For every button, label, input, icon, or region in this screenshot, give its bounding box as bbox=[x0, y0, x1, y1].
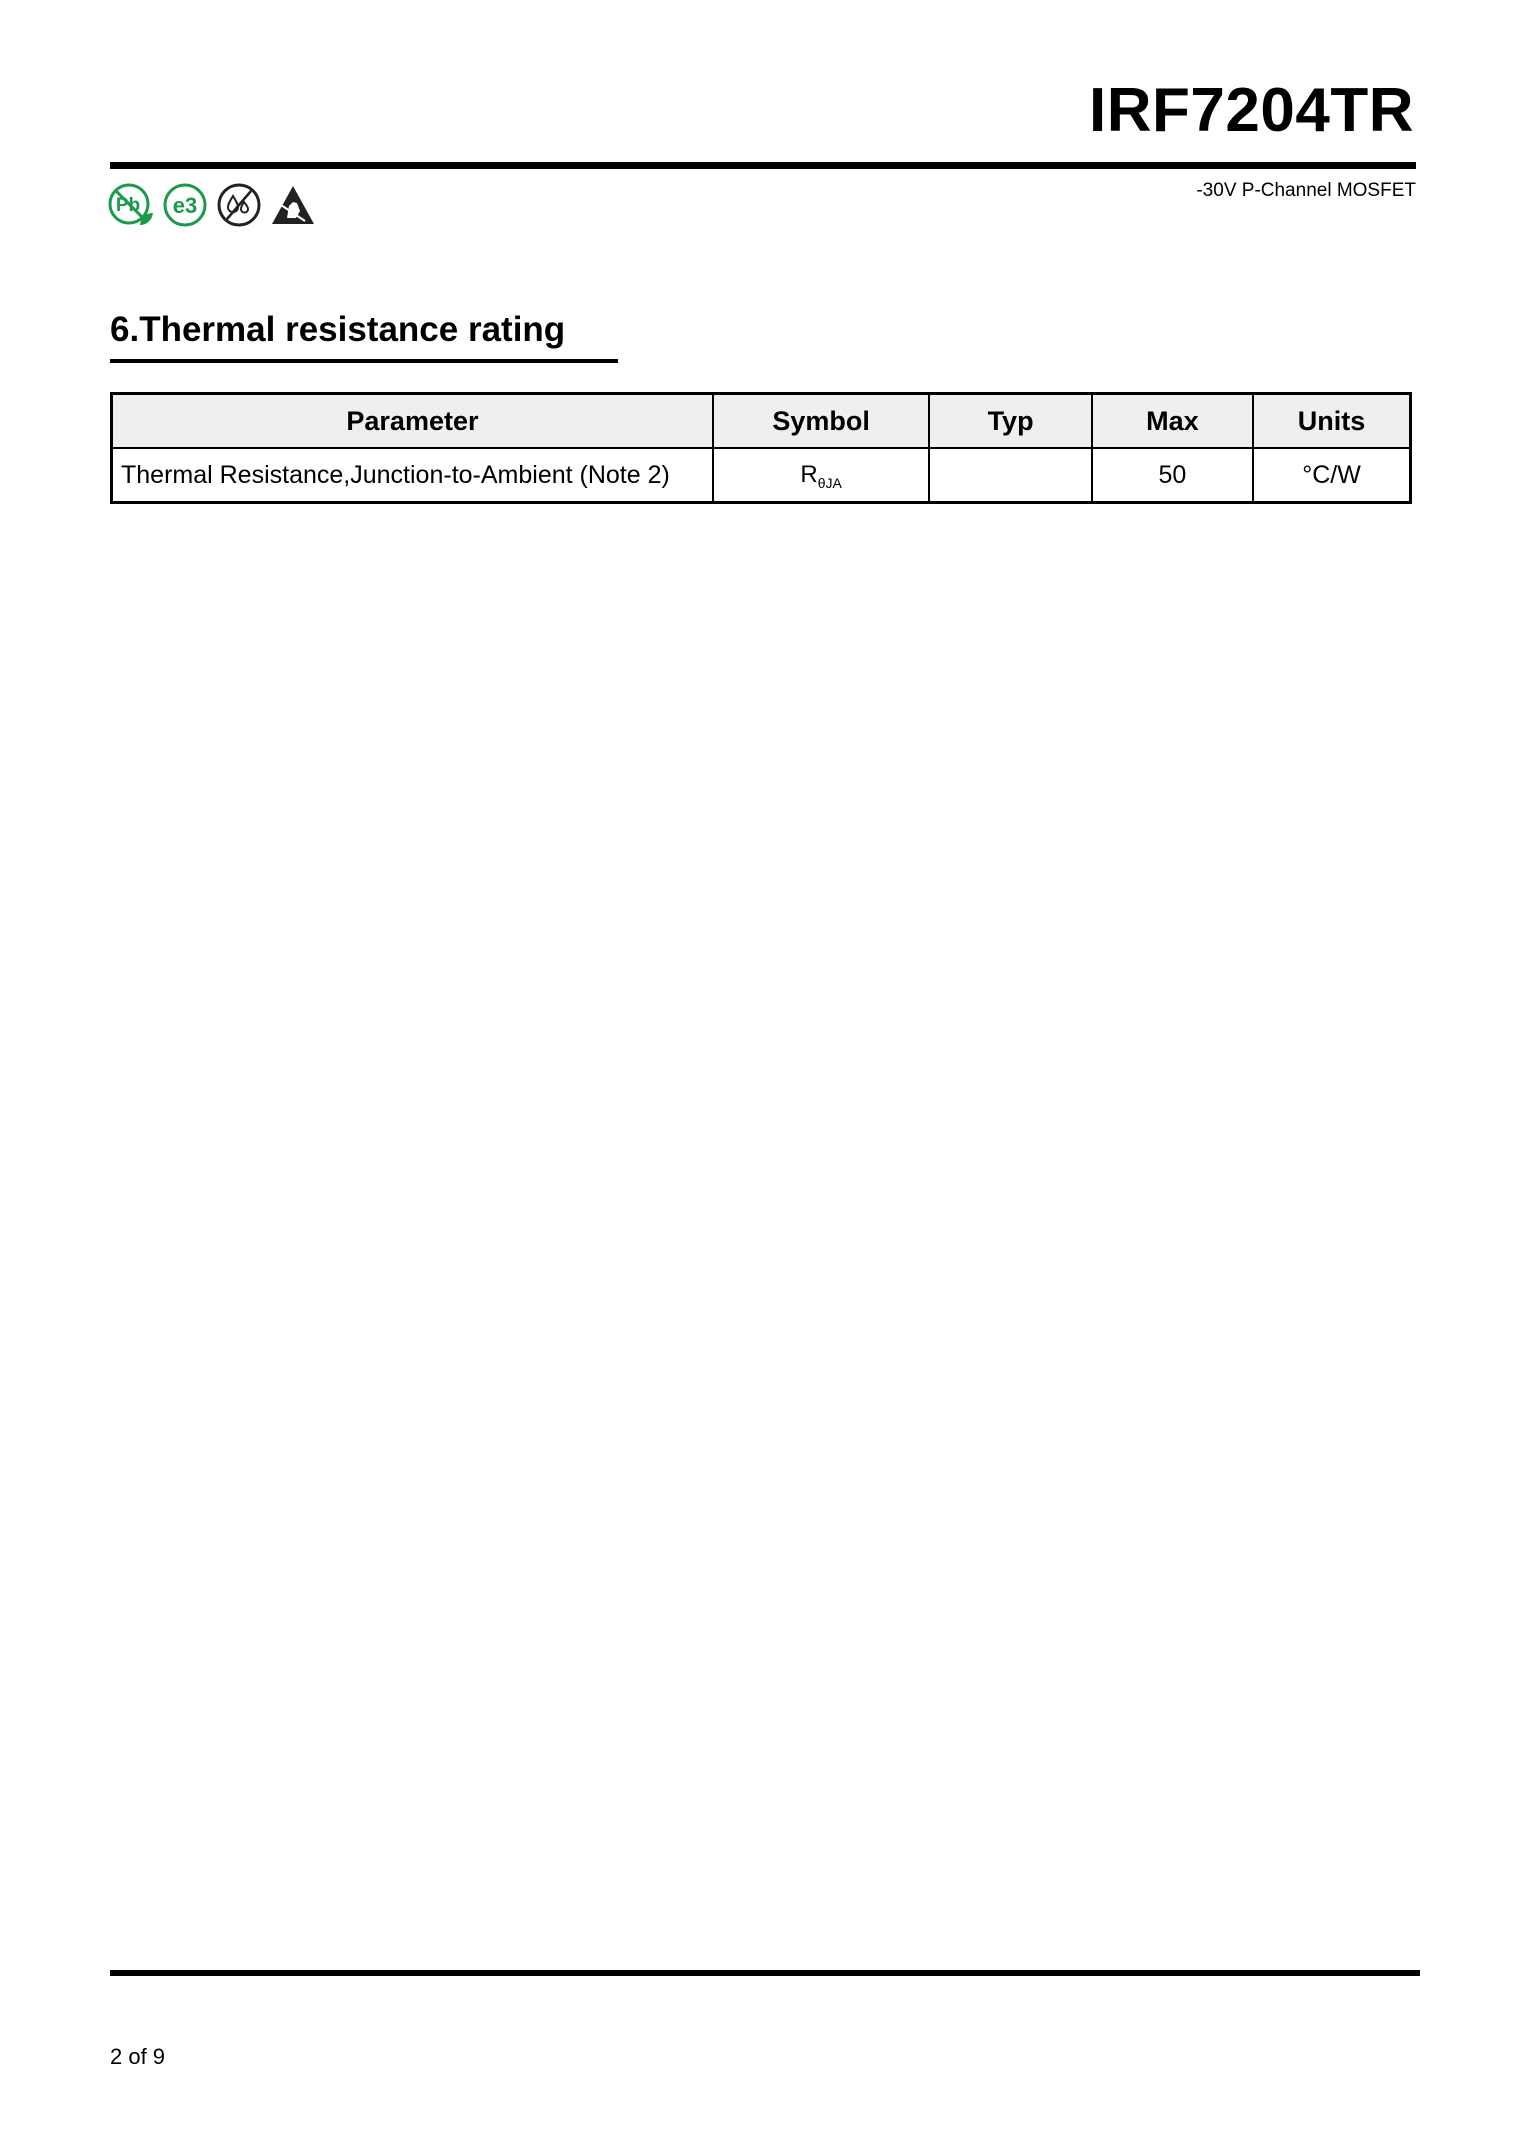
footer-rule bbox=[110, 1970, 1420, 1976]
cell-max: 50 bbox=[1092, 448, 1253, 503]
section-underline bbox=[110, 359, 618, 363]
table-row bbox=[112, 448, 1411, 503]
esd-sensitive-icon bbox=[270, 182, 316, 228]
header-units: Units bbox=[1253, 394, 1410, 449]
table-header-row bbox=[112, 394, 1411, 449]
cell-parameter: Thermal Resistance,Junction-to-Ambient (Note 2) bbox=[112, 448, 713, 503]
header-symbol: Symbol bbox=[713, 394, 930, 449]
header-typ: Typ bbox=[929, 394, 1091, 449]
device-subtitle: -30V P-Channel MOSFET bbox=[1196, 180, 1416, 201]
part-number-title: IRF7204TR bbox=[1089, 76, 1414, 145]
compliance-icons bbox=[108, 182, 316, 228]
page-number: 2 of 9 bbox=[110, 2044, 166, 2069]
header-parameter: Parameter bbox=[112, 394, 713, 449]
symbol-letter: R bbox=[800, 460, 818, 488]
moisture-sensitivity-icon bbox=[216, 182, 262, 228]
pb-free-icon bbox=[108, 182, 154, 228]
header-rule bbox=[110, 162, 1416, 169]
svg-text:e3: e3 bbox=[172, 193, 198, 218]
thermal-resistance-table bbox=[110, 392, 1412, 504]
cell-symbol bbox=[713, 448, 930, 503]
section-title: 6.Thermal resistance rating bbox=[110, 310, 566, 349]
symbol-subscript: θJA bbox=[817, 474, 842, 491]
cell-units: °C/W bbox=[1253, 448, 1410, 503]
svg-text:Pb: Pb bbox=[115, 195, 141, 216]
cell-typ bbox=[929, 448, 1091, 503]
header-max: Max bbox=[1092, 394, 1253, 449]
e3-icon bbox=[162, 182, 208, 228]
